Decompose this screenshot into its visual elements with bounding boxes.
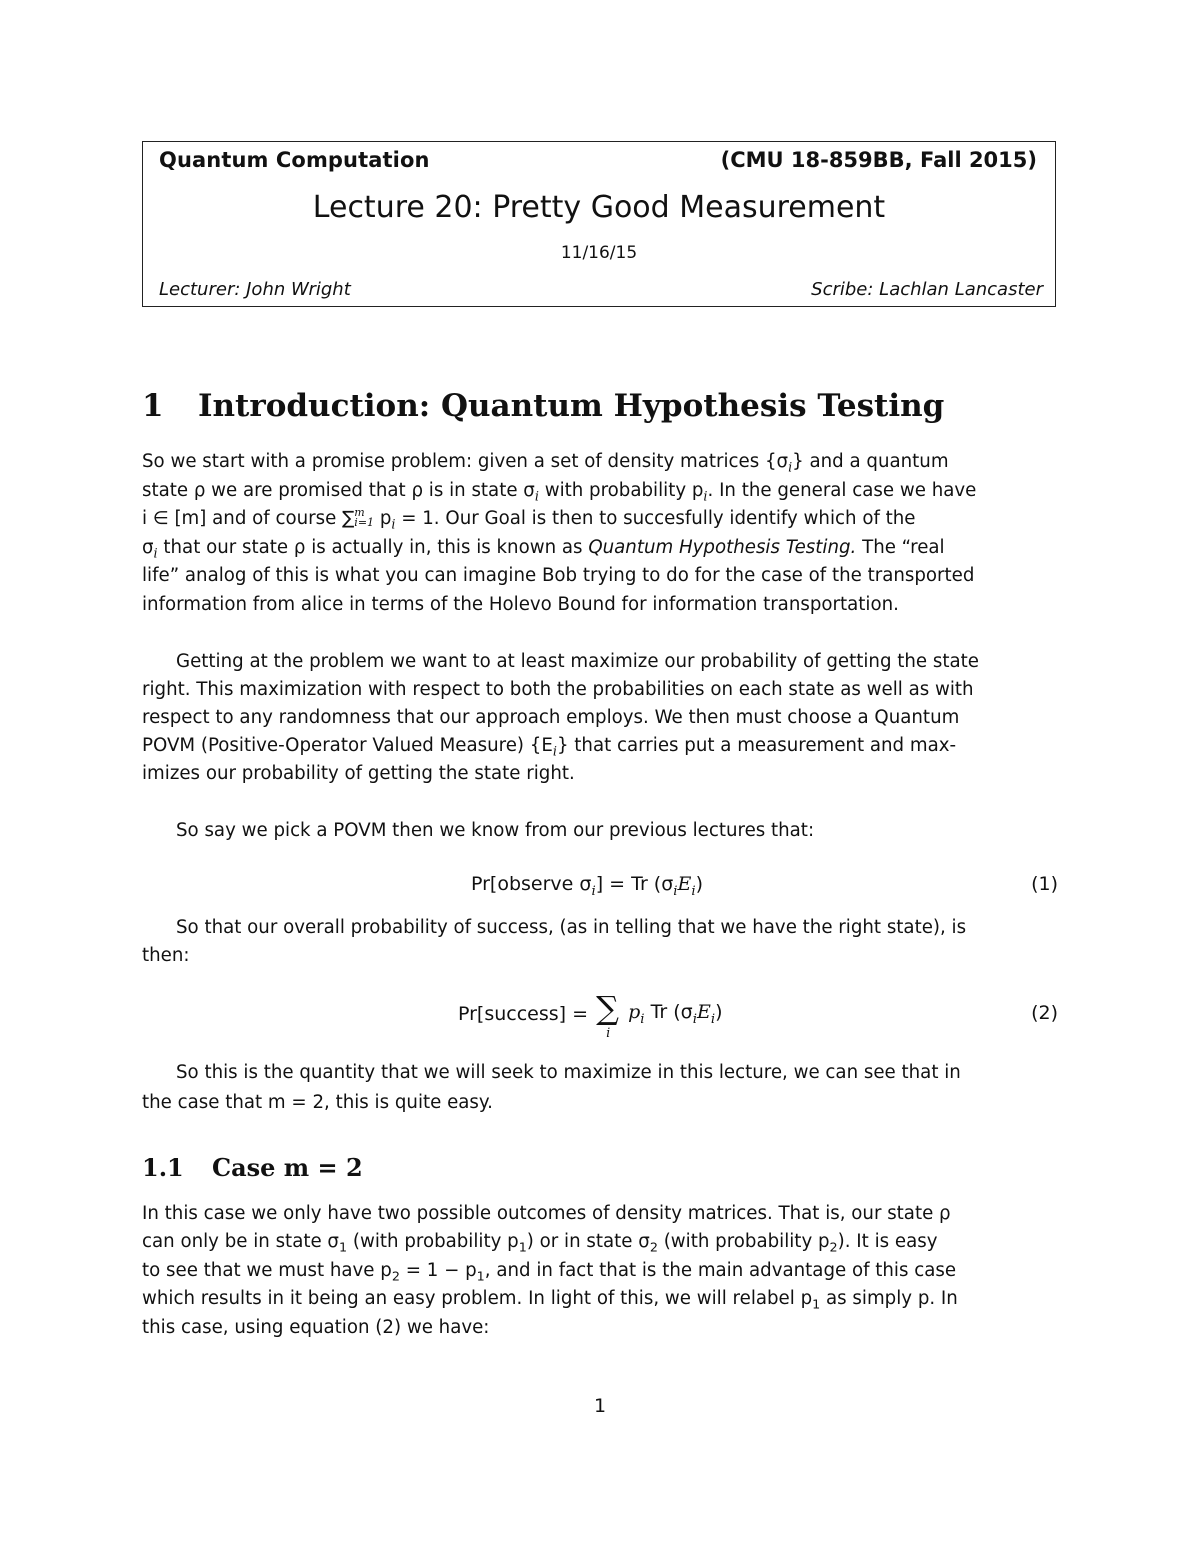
text-span: (with probability p bbox=[657, 1231, 830, 1252]
paragraph-line: right. This maximization with respect to both the probabilities on each state as well as with bbox=[142, 679, 974, 700]
subsection-number: 1.1 bbox=[142, 1153, 184, 1182]
paragraph-line: POVM (Positive-Operator Valued Measure) $\{E_i\}$ that carries put a measurement and max- bbox=[142, 735, 957, 760]
text-span: = 1 − p bbox=[399, 1260, 477, 1281]
paragraph-line: Getting at the problem we want to at least maximize our probability of getting the state bbox=[176, 651, 979, 672]
equation-text: p bbox=[628, 1001, 641, 1024]
lecture-date: 11/16/15 bbox=[560, 243, 638, 263]
text-span: σ bbox=[142, 537, 154, 558]
subsection-title: Case m = 2 bbox=[212, 1153, 363, 1182]
equation-text: Pr[success] = bbox=[458, 1003, 589, 1025]
page-number: 1 bbox=[593, 1395, 607, 1417]
equation-2: Pr[success] = ∑ i $p_i$ Tr $(\sigma_iE_i)$ bbox=[458, 989, 723, 1041]
paragraph-line: information from alice in terms of the Holevo Bound for information transportation. bbox=[142, 594, 899, 615]
lecture-header-box bbox=[142, 141, 1056, 307]
equation-number: (1) bbox=[1031, 873, 1058, 895]
section-title: Introduction: Quantum Hypothesis Testing bbox=[198, 388, 945, 424]
text-span: , and in fact that is the main advantage of this case bbox=[484, 1260, 957, 1281]
text-span: with probability p bbox=[538, 480, 704, 501]
text-span: ). It is easy bbox=[837, 1231, 938, 1252]
text-span: (with probability p bbox=[347, 1231, 519, 1252]
lecture-title: Lecture 20: Pretty Good Measurement bbox=[312, 190, 886, 225]
text-span: So we start with a promise problem: given a set of density matrices {σ bbox=[142, 451, 789, 472]
paragraph-line: $\sigma_i$ that our state ρ is actually in, this is known as Quantum Hypothesis Testing. The “real bbox=[142, 537, 945, 562]
equation-text: ] = Tr (σ bbox=[595, 873, 674, 895]
paragraph-line: life” analog of this is what you can imagine Bob trying to do for the case of the transported bbox=[142, 565, 975, 586]
text-span: that our state ρ is actually in, this is known as bbox=[157, 537, 589, 558]
text-span: POVM (Positive-Operator Valued Measure) {E bbox=[142, 735, 553, 756]
paragraph-line: So say we pick a POVM then we know from our previous lectures that: bbox=[176, 820, 815, 841]
text-span: as simply p. In bbox=[820, 1288, 958, 1309]
equation-text: Tr (σ bbox=[644, 1001, 693, 1024]
section-number: 1 bbox=[142, 388, 164, 424]
paragraph-line: So we start with a promise problem: given a set of density matrices $\{\sigma_i\}$ and a quantum bbox=[142, 451, 949, 476]
text-span: i ∈ [m] and of course ∑ bbox=[142, 508, 355, 529]
paragraph-line: i ∈ [m] and of course ∑ m i=1 $p_i = 1$. Our Goal is then to succesfully identify which of the bbox=[142, 506, 916, 533]
equation-text: ) bbox=[715, 1001, 723, 1024]
course-code: (CMU 18-859BB, Fall 2015) bbox=[720, 148, 1037, 172]
section-heading bbox=[142, 388, 944, 424]
subsection-heading bbox=[142, 1153, 363, 1182]
paragraph-line: then: bbox=[142, 945, 190, 966]
text-span: = 1. Our Goal is then to succesfully identify which of the bbox=[395, 508, 916, 529]
emphasis-text: Quantum Hypothesis Testing. bbox=[588, 537, 857, 558]
text-span: The “real bbox=[856, 537, 945, 558]
equation-number: (2) bbox=[1031, 1002, 1058, 1024]
paragraph-line: respect to any randomness that our approach employs. We then must choose a Quantum bbox=[142, 707, 960, 728]
text-span: } and a quantum bbox=[792, 451, 949, 472]
paragraph-line: which results in it being an easy problem. In light of this, we will relabel $p_1$ as simply p. In bbox=[142, 1288, 958, 1313]
paragraph-line: to see that we must have $p_2 = 1 - p_1$, and in fact that is the main advantage of this case bbox=[142, 1260, 957, 1285]
text-span: . In the general case we have bbox=[707, 480, 977, 501]
paragraph-line: imizes our probability of getting the state right. bbox=[142, 763, 575, 784]
text-span: p bbox=[374, 508, 392, 529]
equation-text: ) bbox=[695, 873, 704, 895]
paragraph-line: state ρ we are promised that ρ is in state $\sigma_i$ with probability $p_i$. In the general case we have bbox=[142, 480, 977, 505]
paragraph-line: So that our overall probability of success, (as in telling that we have the right state), is bbox=[176, 917, 967, 938]
paragraph-line: the case that m = 2, this is quite easy. bbox=[142, 1092, 493, 1113]
scribe-name: Scribe: Lachlan Lancaster bbox=[811, 279, 1043, 300]
text-span: to see that we must have p bbox=[142, 1260, 392, 1281]
text-span: which results in it being an easy problem. In light of this, we will relabel p bbox=[142, 1288, 813, 1309]
text-span: can only be in state σ bbox=[142, 1231, 339, 1252]
lecturer-name: Lecturer: John Wright bbox=[159, 279, 351, 300]
summation-symbol: ∑ i bbox=[596, 989, 619, 1041]
course-name: Quantum Computation bbox=[159, 148, 430, 172]
text-span: } that carries put a measurement and max- bbox=[556, 735, 957, 756]
paragraph-line: this case, using equation (2) we have: bbox=[142, 1317, 490, 1338]
text-span: state ρ we are promised that ρ is in state σ bbox=[142, 480, 535, 501]
text-span: ) or in state σ bbox=[526, 1231, 650, 1252]
equation-text: Pr[observe σ bbox=[471, 873, 592, 895]
paragraph-line: In this case we only have two possible outcomes of density matrices. That is, our state ρ bbox=[142, 1203, 951, 1224]
equation-1: Pr[observe $\sigma_i] = Tr$ $(\sigma_iE_i)$ bbox=[471, 873, 704, 899]
paragraph-line: can only be in state $\sigma_1$ (with probability $p_1$) or in state $\sigma_2$ (with probability $p_2$). It is easy bbox=[142, 1231, 938, 1256]
paragraph-line: So this is the quantity that we will seek to maximize in this lecture, we can see that in bbox=[176, 1062, 961, 1083]
